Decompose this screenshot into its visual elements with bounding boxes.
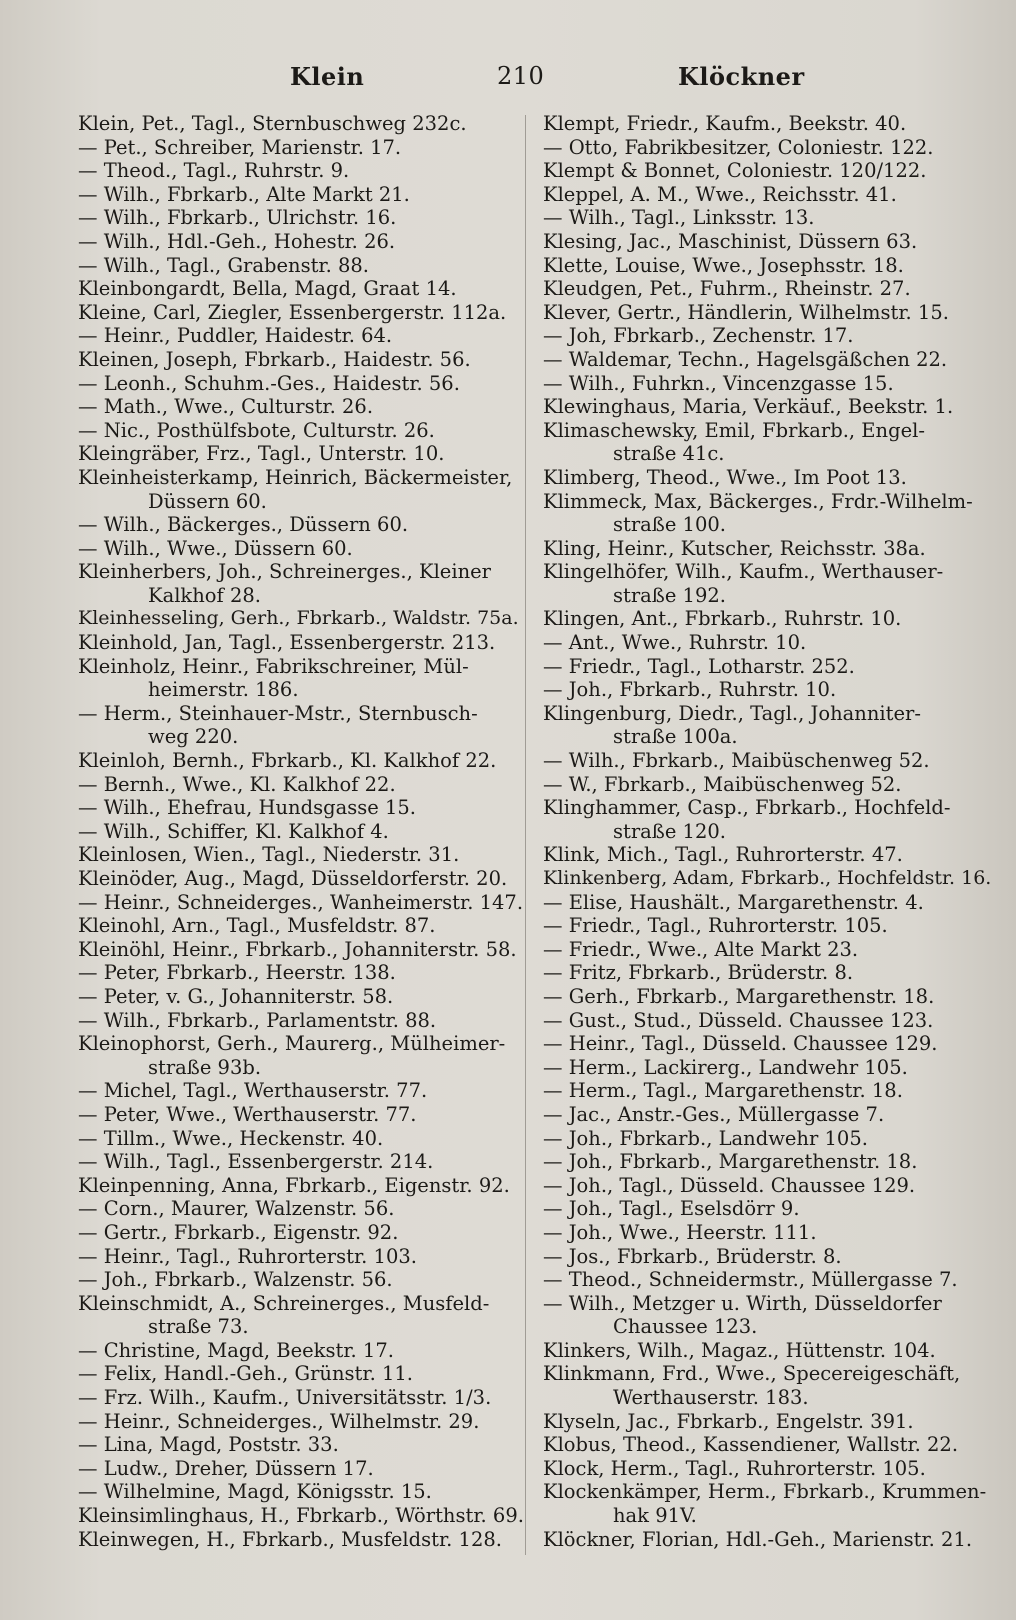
- directory-entry: — Math., Wwe., Culturstr. 26.: [78, 395, 374, 419]
- directory-entry: Klink, Mich., Tagl., Ruhrorterstr. 47.: [543, 843, 903, 867]
- directory-entry: straße 93b.: [148, 1055, 262, 1079]
- directory-entry: Klyseln, Jac., Fbrkarb., Engelstr. 391.: [543, 1409, 914, 1433]
- directory-entry: Werthauserstr. 183.: [613, 1386, 809, 1410]
- directory-entry: — Heinr., Schneiderges., Wilhelmstr. 29.: [78, 1409, 480, 1433]
- directory-entry: — Nic., Posthülfsbote, Culturstr. 26.: [78, 418, 435, 442]
- directory-entry: — Joh., Fbrkarb., Walzenstr. 56.: [78, 1268, 393, 1292]
- directory-entry: — W., Fbrkarb., Maibüschenweg 52.: [543, 772, 902, 796]
- directory-entry: Kleinbongardt, Bella, Magd, Graat 14.: [78, 277, 457, 301]
- directory-entry: Klesing, Jac., Maschinist, Düssern 63.: [543, 229, 918, 253]
- directory-entry: Klock, Herm., Tagl., Ruhrorterstr. 105.: [543, 1456, 926, 1480]
- directory-entry: Kleinsimlinghaus, H., Fbrkarb., Wörthstr. 69.: [78, 1504, 524, 1528]
- directory-entry: — Lina, Magd, Poststr. 33.: [78, 1433, 339, 1457]
- directory-entry: Klever, Gertr., Händlerin, Wilhelmstr. 15.: [543, 300, 949, 324]
- directory-entry: Klinkers, Wilh., Magaz., Hüttenstr. 104.: [543, 1338, 936, 1362]
- header-right-keyword: Klöckner: [678, 62, 805, 91]
- directory-entry: — Heinr., Tagl., Ruhrorterstr. 103.: [78, 1244, 417, 1268]
- directory-entry: straße 100a.: [613, 725, 738, 749]
- directory-entry: Klimaschewsky, Emil, Fbrkarb., Engel-: [543, 418, 925, 442]
- directory-entry: — Ant., Wwe., Ruhrstr. 10.: [543, 631, 807, 655]
- directory-entry: Kleinlosen, Wien., Tagl., Niederstr. 31.: [78, 843, 460, 867]
- directory-entry: Kleinhesseling, Gerh., Fbrkarb., Waldstr. 75a.: [78, 607, 519, 630]
- directory-entry: — Herm., Steinhauer-Mstr., Sternbusch-: [78, 701, 478, 725]
- directory-entry: — Felix, Handl.-Geh., Grünstr. 11.: [78, 1362, 413, 1386]
- directory-entry: — Wilh., Fbrkarb., Alte Markt 21.: [78, 182, 410, 206]
- directory-entry: Klinghammer, Casp., Fbrkarb., Hochfeld-: [543, 796, 951, 820]
- directory-entry: — Gertr., Fbrkarb., Eigenstr. 92.: [78, 1220, 399, 1244]
- directory-entry: — Ludw., Dreher, Düssern 17.: [78, 1456, 374, 1480]
- right-column: [543, 112, 993, 1551]
- directory-entry: hak 91V.: [613, 1504, 697, 1528]
- directory-entry: — Joh., Tagl., Eselsdörr 9.: [543, 1197, 800, 1221]
- directory-entry: — Jos., Fbrkarb., Brüderstr. 8.: [543, 1244, 842, 1268]
- page-number: 210: [497, 62, 545, 90]
- directory-entry: — Theod., Schneidermstr., Müllergasse 7.: [543, 1268, 958, 1292]
- directory-entry: — Joh., Fbrkarb., Landwehr 105.: [543, 1126, 868, 1150]
- directory-entry: Klimberg, Theod., Wwe., Im Poot 13.: [543, 465, 907, 489]
- directory-entry: — Michel, Tagl., Werthauserstr. 77.: [78, 1079, 428, 1103]
- directory-entry: — Wilh., Ehefrau, Hundsgasse 15.: [78, 796, 416, 820]
- directory-entry: Kleingräber, Frz., Tagl., Unterstr. 10.: [78, 442, 445, 466]
- directory-entry: — Heinr., Tagl., Düsseld. Chaussee 129.: [543, 1032, 938, 1056]
- directory-entry: — Bernh., Wwe., Kl. Kalkhof 22.: [78, 772, 396, 796]
- header-left-keyword: Klein: [290, 62, 365, 91]
- directory-entry: Kleinschmidt, A., Schreinerges., Musfeld-: [78, 1291, 490, 1315]
- directory-entry: Klimmeck, Max, Bäckerges., Frdr.-Wilhelm-: [543, 489, 973, 513]
- directory-entry: Chaussee 123.: [613, 1315, 758, 1339]
- directory-entry: Klingen, Ant., Fbrkarb., Ruhrstr. 10.: [543, 607, 902, 631]
- directory-entry: straße 41c.: [613, 442, 725, 466]
- directory-entry: Kleinholz, Heinr., Fabrikschreiner, Mül-: [78, 654, 469, 678]
- directory-entry: — Jac., Anstr.-Ges., Müllergasse 7.: [543, 1102, 885, 1126]
- directory-entry: Klöckner, Florian, Hdl.-Geh., Marienstr. 21.: [543, 1527, 973, 1551]
- directory-entry: Kleine, Carl, Ziegler, Essenbergerstr. 112a.: [78, 300, 507, 324]
- directory-entry: — Wilh., Bäckerges., Düssern 60.: [78, 513, 409, 537]
- directory-entry: — Corn., Maurer, Walzenstr. 56.: [78, 1197, 395, 1221]
- page-header: [0, 62, 1016, 102]
- directory-entry: straße 192.: [613, 583, 726, 607]
- directory-entry: — Herm., Lackirerg., Landwehr 105.: [543, 1055, 908, 1079]
- directory-entry: — Friedr., Tagl., Ruhrorterstr. 105.: [543, 914, 888, 938]
- directory-entry: Kleinheisterkamp, Heinrich, Bäckermeister,: [78, 465, 513, 489]
- directory-entry: — Wilh., Hdl.-Geh., Hohestr. 26.: [78, 229, 396, 253]
- directory-entry: — Frz. Wilh., Kaufm., Universitätsstr. 1/3.: [78, 1386, 492, 1410]
- directory-entry: — Wilh., Wwe., Düssern 60.: [78, 536, 353, 560]
- directory-entry: Kalkhof 28.: [148, 583, 261, 607]
- directory-entry: Klingelhöfer, Wilh., Kaufm., Werthauser-: [543, 560, 944, 584]
- directory-entry: Klempt & Bonnet, Coloniestr. 120/122.: [543, 159, 927, 183]
- directory-entry: — Tillm., Wwe., Heckenstr. 40.: [78, 1126, 384, 1150]
- directory-entry: Klingenburg, Diedr., Tagl., Johanniter-: [543, 701, 921, 725]
- directory-entry: — Otto, Fabrikbesitzer, Coloniestr. 122.: [543, 135, 934, 159]
- directory-entry: Kleinhold, Jan, Tagl., Essenbergerstr. 213.: [78, 631, 496, 655]
- directory-entry: — Wilh., Fbrkarb., Ulrichstr. 16.: [78, 206, 397, 230]
- directory-entry: Klempt, Friedr., Kaufm., Beekstr. 40.: [543, 112, 907, 135]
- directory-entry: Kleinwegen, H., Fbrkarb., Musfeldstr. 128.: [78, 1527, 502, 1551]
- directory-entry: Kleinophorst, Gerh., Maurerg., Mülheimer-: [78, 1032, 506, 1056]
- directory-entry: Kleinöhl, Heinr., Fbrkarb., Johanniterstr. 58.: [78, 937, 517, 961]
- directory-entry: — Wilh., Tagl., Grabenstr. 88.: [78, 253, 369, 277]
- directory-entry: — Peter, Fbrkarb., Heerstr. 138.: [78, 961, 396, 985]
- directory-entry: Klinkenberg, Adam, Fbrkarb., Hochfeldstr. 16.: [543, 867, 992, 889]
- directory-entry: — Wilh., Tagl., Linksstr. 13.: [543, 206, 815, 230]
- directory-entry: Kleinöder, Aug., Magd, Düsseldorferstr. 20.: [78, 867, 508, 890]
- directory-entry: — Wilh., Fbrkarb., Parlamentstr. 88.: [78, 1008, 437, 1032]
- directory-entry: — Pet., Schreiber, Marienstr. 17.: [78, 135, 402, 159]
- directory-entry: — Joh., Wwe., Heerstr. 111.: [543, 1220, 817, 1244]
- directory-entry: Kling, Heinr., Kutscher, Reichsstr. 38a.: [543, 536, 926, 560]
- directory-entry: straße 100.: [613, 513, 726, 537]
- directory-entry: heimerstr. 186.: [148, 678, 299, 702]
- directory-entry: Klette, Louise, Wwe., Josephsstr. 18.: [543, 253, 904, 277]
- directory-entry: Kleppel, A. M., Wwe., Reichsstr. 41.: [543, 182, 897, 206]
- directory-entry: Kleinohl, Arn., Tagl., Musfeldstr. 87.: [78, 914, 436, 938]
- directory-entry: — Gerh., Fbrkarb., Margarethenstr. 18.: [543, 984, 935, 1008]
- directory-entry: — Waldemar, Techn., Hagelsgäßchen 22.: [543, 347, 948, 371]
- directory-entry: weg 220.: [148, 725, 239, 749]
- directory-entry: — Leonh., Schuhm.-Ges., Haidestr. 56.: [78, 371, 460, 395]
- directory-entry: — Joh., Fbrkarb., Margarethenstr. 18.: [543, 1150, 918, 1174]
- directory-entry: straße 73.: [148, 1315, 249, 1339]
- directory-entry: — Gust., Stud., Düsseld. Chaussee 123.: [543, 1008, 934, 1032]
- directory-entry: — Wilh., Tagl., Essenbergerstr. 214.: [78, 1150, 434, 1174]
- directory-entry: — Herm., Tagl., Margarethenstr. 18.: [543, 1079, 903, 1103]
- directory-entry: — Joh., Fbrkarb., Ruhrstr. 10.: [543, 678, 837, 702]
- directory-entry: — Wilhelmine, Magd, Königsstr. 15.: [78, 1480, 432, 1504]
- directory-entry: — Peter, v. G., Johanniterstr. 58.: [78, 984, 394, 1008]
- directory-entry: — Theod., Tagl., Ruhrstr. 9.: [78, 159, 350, 183]
- directory-entry: — Friedr., Tagl., Lotharstr. 252.: [543, 654, 855, 678]
- directory-entry: — Wilh., Fbrkarb., Maibüschenweg 52.: [543, 749, 930, 773]
- directory-entry: — Elise, Haushält., Margarethenstr. 4.: [543, 890, 924, 914]
- directory-entry: Klockenkämper, Herm., Fbrkarb., Krummen-: [543, 1480, 987, 1504]
- directory-entry: Kleudgen, Pet., Fuhrm., Rheinstr. 27.: [543, 277, 911, 301]
- directory-entry: Klobus, Theod., Kassendiener, Wallstr. 22.: [543, 1433, 959, 1457]
- left-column: [78, 112, 528, 1551]
- directory-entry: — Wilh., Schiffer, Kl. Kalkhof 4.: [78, 819, 389, 843]
- directory-entry: — Wilh., Fuhrkn., Vincenzgasse 15.: [543, 371, 894, 395]
- directory-entry: Klein, Pet., Tagl., Sternbuschweg 232c.: [78, 112, 467, 135]
- directory-entry: Klewinghaus, Maria, Verkäuf., Beekstr. 1.: [543, 395, 954, 419]
- directory-entry: Düssern 60.: [148, 489, 267, 513]
- directory-entry: — Peter, Wwe., Werthauserstr. 77.: [78, 1102, 417, 1126]
- directory-entry: Kleinloh, Bernh., Fbrkarb., Kl. Kalkhof 22.: [78, 749, 497, 773]
- directory-entry: straße 120.: [613, 819, 726, 843]
- directory-entry: Klinkmann, Frd., Wwe., Specereigeschäft,: [543, 1362, 961, 1386]
- directory-entry: — Joh., Tagl., Düsseld. Chaussee 129.: [543, 1173, 916, 1197]
- directory-entry: — Heinr., Puddler, Haidestr. 64.: [78, 324, 393, 348]
- directory-entry: — Heinr., Schneiderges., Wanheimerstr. 147.: [78, 890, 524, 914]
- directory-entry: — Friedr., Wwe., Alte Markt 23.: [543, 937, 859, 961]
- directory-entry: Kleinen, Joseph, Fbrkarb., Haidestr. 56.: [78, 347, 471, 371]
- directory-entry: Kleinpenning, Anna, Fbrkarb., Eigenstr. 92.: [78, 1173, 510, 1197]
- directory-entry: Kleinherbers, Joh., Schreinerges., Kleiner: [78, 560, 492, 584]
- directory-entry: — Wilh., Metzger u. Wirth, Düsseldorfer: [543, 1291, 942, 1315]
- directory-entry: — Christine, Magd, Beekstr. 17.: [78, 1338, 394, 1362]
- directory-entry: — Fritz, Fbrkarb., Brüderstr. 8.: [543, 961, 854, 985]
- directory-entry: — Joh, Fbrkarb., Zechenstr. 17.: [543, 324, 854, 348]
